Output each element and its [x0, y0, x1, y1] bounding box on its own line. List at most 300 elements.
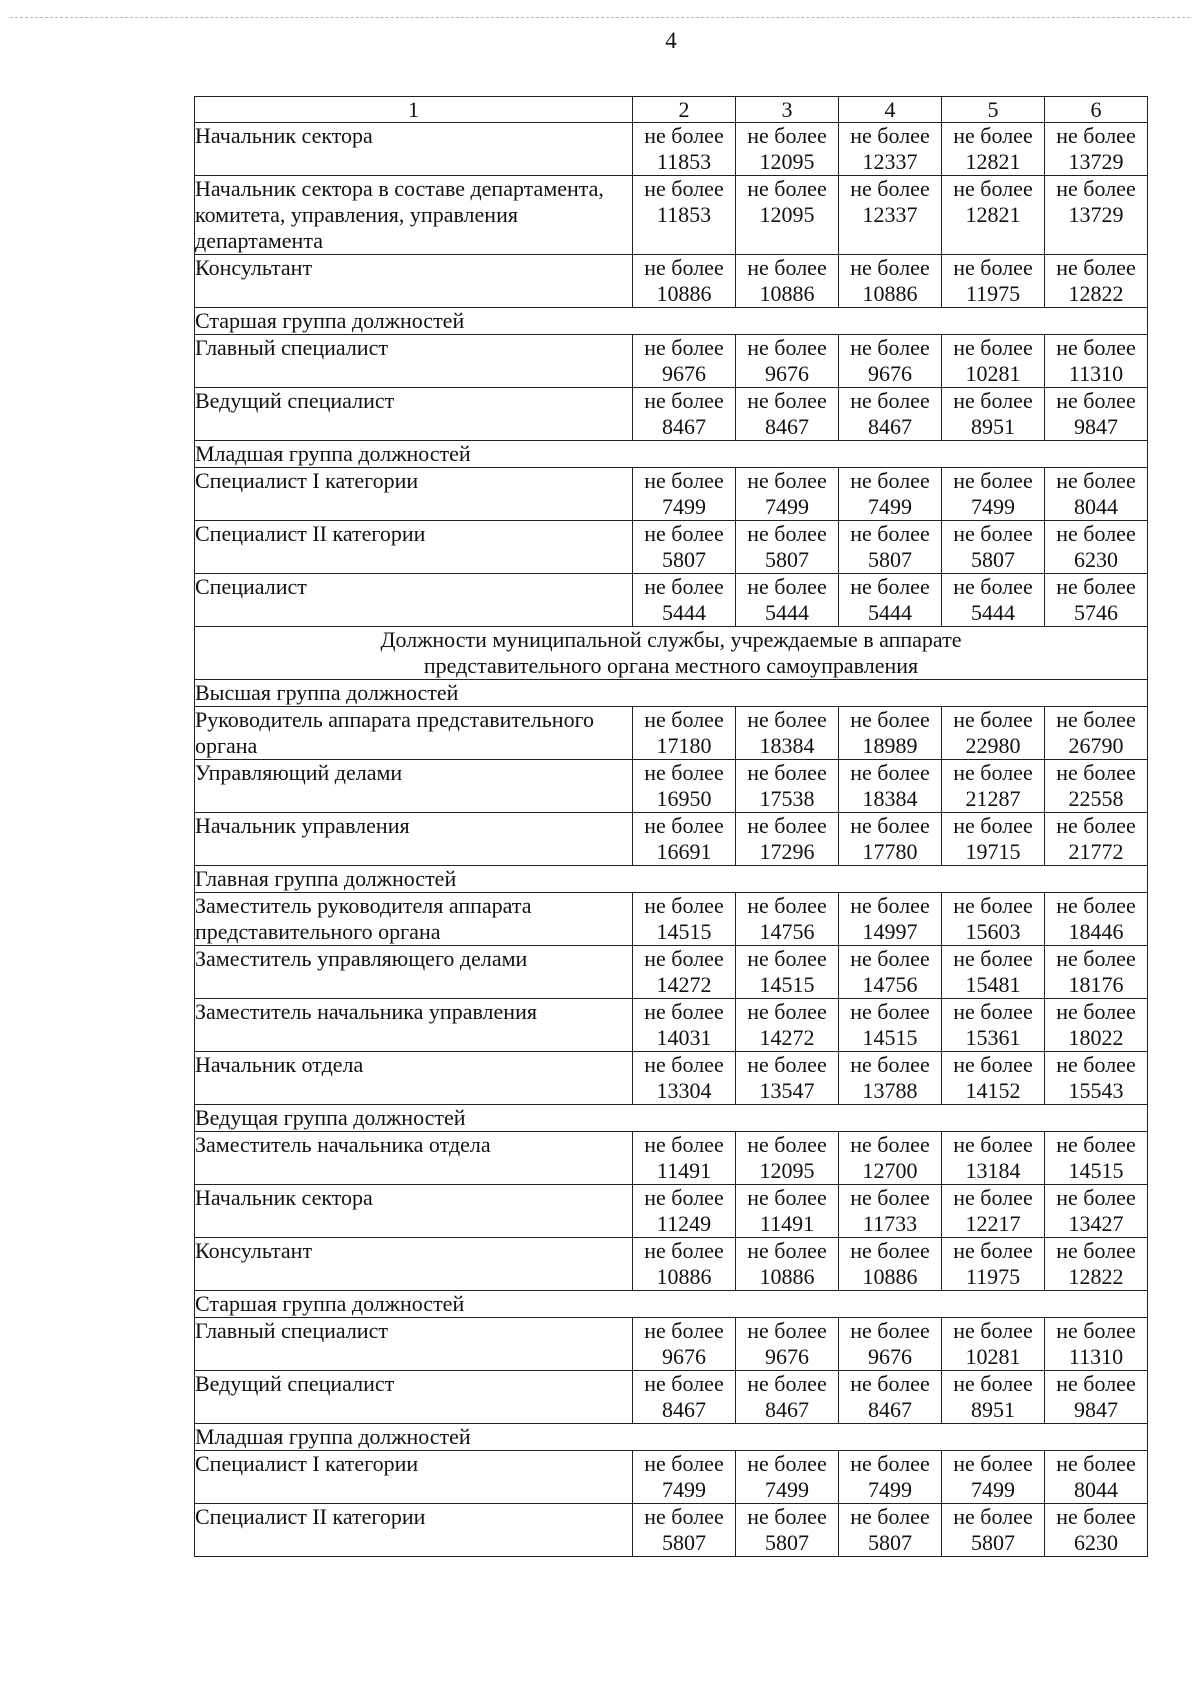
salary-prefix: не более [644, 468, 724, 493]
salary-prefix: не более [850, 388, 930, 413]
salary-value: 13729 [1068, 202, 1124, 227]
salary-value: 12821 [965, 149, 1021, 174]
position-title: Ведущий специалист [195, 1371, 633, 1424]
salary-value: 10886 [656, 1264, 712, 1289]
salary-cell [736, 707, 839, 760]
table-row [195, 760, 1148, 813]
salary-prefix: не более [644, 521, 724, 546]
salary-prefix: не более [1056, 1318, 1136, 1343]
salary-value: 6230 [1074, 1530, 1118, 1555]
salary-prefix: не более [953, 893, 1033, 918]
salary-value: 18176 [1068, 972, 1124, 997]
salary-value: 6230 [1074, 547, 1118, 572]
salary-value: 12337 [862, 149, 918, 174]
salary-value: 9676 [765, 1344, 809, 1369]
salary-prefix: не более [747, 335, 827, 360]
salary-prefix: не более [953, 1451, 1033, 1476]
salary-value: 7499 [868, 1477, 912, 1502]
position-title: Главный специалист [195, 1318, 633, 1371]
salary-value: 12217 [965, 1211, 1021, 1236]
salary-prefix: не более [850, 1132, 930, 1157]
salary-prefix: не более [953, 1238, 1033, 1263]
salary-cell [839, 813, 942, 866]
salary-cell [1045, 521, 1148, 574]
salary-cell [633, 176, 736, 255]
salary-prefix: не более [747, 1185, 827, 1210]
table-row [195, 335, 1148, 388]
salary-cell [942, 335, 1045, 388]
column-number: 5 [942, 97, 1045, 123]
salary-cell [736, 1238, 839, 1291]
salary-prefix: не более [747, 760, 827, 785]
salary-prefix: не более [747, 707, 827, 732]
salary-cell [633, 255, 736, 308]
salary-value: 8467 [662, 414, 706, 439]
position-title: Заместитель руководителя аппарата представительного органа [195, 893, 633, 946]
section-title-line: Должности муниципальной службы, учреждаемые в аппарате [380, 627, 962, 652]
table-row [195, 946, 1148, 999]
salary-cell [1045, 1318, 1148, 1371]
salary-prefix: не более [747, 468, 827, 493]
salary-cell [736, 176, 839, 255]
salary-cell [633, 468, 736, 521]
salary-value: 12337 [862, 202, 918, 227]
salary-prefix: не более [953, 760, 1033, 785]
salary-value: 8467 [662, 1397, 706, 1422]
salary-cell [736, 1318, 839, 1371]
salary-cell [839, 176, 942, 255]
salary-prefix: не более [1056, 760, 1136, 785]
group-header-row [195, 1105, 1148, 1132]
salary-value: 8467 [868, 414, 912, 439]
salary-value: 14515 [759, 972, 815, 997]
salary-value: 14756 [862, 972, 918, 997]
salary-prefix: не более [850, 813, 930, 838]
salary-value: 15603 [965, 919, 1021, 944]
salary-value: 14515 [1068, 1158, 1124, 1183]
salary-prefix: не более [1056, 1185, 1136, 1210]
salary-cell [633, 1318, 736, 1371]
salary-value: 18022 [1068, 1025, 1124, 1050]
column-number: 3 [736, 97, 839, 123]
salary-cell [839, 1052, 942, 1105]
salary-prefix: не более [1056, 1052, 1136, 1077]
salary-cell [942, 813, 1045, 866]
salary-prefix: не более [644, 123, 724, 148]
position-title: Специалист II категории [195, 1504, 633, 1557]
table-row [195, 1451, 1148, 1504]
salary-prefix: не более [747, 946, 827, 971]
salary-cell [942, 1318, 1045, 1371]
salary-prefix: не более [644, 999, 724, 1024]
salary-value: 7499 [662, 1477, 706, 1502]
salary-value: 5807 [662, 1530, 706, 1555]
salary-cell [736, 1052, 839, 1105]
section-title-line: представительного органа местного самоуправления [423, 653, 919, 678]
salary-cell [839, 999, 942, 1052]
salary-prefix: не более [850, 1318, 930, 1343]
salary-prefix: не более [850, 760, 930, 785]
salary-cell [736, 1504, 839, 1557]
salary-value: 18384 [862, 786, 918, 811]
salary-cell [736, 1371, 839, 1424]
salary-value: 17296 [759, 839, 815, 864]
salary-prefix: не более [850, 893, 930, 918]
salary-value: 22980 [965, 733, 1021, 758]
salary-cell [839, 1238, 942, 1291]
section-title [195, 627, 1148, 680]
salary-cell [633, 1185, 736, 1238]
salary-prefix: не более [644, 1185, 724, 1210]
table-row [195, 1318, 1148, 1371]
group-header-row [195, 308, 1148, 335]
salary-prefix: не более [953, 1371, 1033, 1396]
group-title: Высшая группа должностей [195, 680, 1148, 707]
table-row [195, 1238, 1148, 1291]
position-title: Заместитель управляющего делами [195, 946, 633, 999]
salary-prefix: не более [953, 946, 1033, 971]
salary-cell [633, 760, 736, 813]
salary-value: 17538 [759, 786, 815, 811]
salary-cell [839, 1504, 942, 1557]
salary-prefix: не более [644, 388, 724, 413]
salary-prefix: не более [747, 1238, 827, 1263]
table-row [195, 999, 1148, 1052]
salary-cell [942, 760, 1045, 813]
group-title: Старшая группа должностей [195, 1291, 1148, 1318]
salary-cell [942, 946, 1045, 999]
salary-cell [1045, 468, 1148, 521]
salary-cell [942, 1451, 1045, 1504]
page-number: 4 [665, 28, 677, 53]
salary-prefix: не более [953, 176, 1033, 201]
salary-value: 7499 [662, 494, 706, 519]
salary-prefix: не более [850, 255, 930, 280]
salary-prefix: не более [850, 1052, 930, 1077]
salary-value: 12095 [759, 149, 815, 174]
salary-value: 16950 [656, 786, 712, 811]
salary-value: 10886 [656, 281, 712, 306]
salary-cell [736, 999, 839, 1052]
group-header-row [195, 441, 1148, 468]
salary-cell [839, 255, 942, 308]
salary-prefix: не более [747, 176, 827, 201]
salary-prefix: не более [850, 1371, 930, 1396]
salary-cell [942, 1238, 1045, 1291]
salary-cell [633, 123, 736, 176]
salary-prefix: не более [747, 999, 827, 1024]
salary-value: 8467 [765, 414, 809, 439]
salary-prefix: не более [1056, 123, 1136, 148]
salary-value: 17780 [862, 839, 918, 864]
salary-cell [736, 813, 839, 866]
salary-prefix: не более [850, 468, 930, 493]
salary-cell [736, 893, 839, 946]
salary-value: 8467 [868, 1397, 912, 1422]
salary-cell [1045, 1238, 1148, 1291]
salary-cell [633, 388, 736, 441]
table-row [195, 468, 1148, 521]
salary-value: 5444 [868, 600, 912, 625]
group-title: Младшая группа должностей [195, 441, 1148, 468]
table-row [195, 388, 1148, 441]
salary-cell [1045, 893, 1148, 946]
position-title: Специалист II категории [195, 521, 633, 574]
salary-value: 9676 [662, 1344, 706, 1369]
salary-value: 12700 [862, 1158, 918, 1183]
salary-value: 5807 [662, 547, 706, 572]
salary-value: 9676 [868, 1344, 912, 1369]
salary-cell [736, 255, 839, 308]
salary-prefix: не более [644, 574, 724, 599]
salary-value: 18384 [759, 733, 815, 758]
group-header-row [195, 866, 1148, 893]
salary-value: 11853 [656, 202, 712, 227]
salary-cell [736, 574, 839, 627]
salary-prefix: не более [850, 946, 930, 971]
salary-value: 8467 [765, 1397, 809, 1422]
position-title: Консультант [195, 255, 633, 308]
group-header-row [195, 1291, 1148, 1318]
salary-value: 13304 [656, 1078, 712, 1103]
salary-cell [633, 813, 736, 866]
salary-cell [633, 1451, 736, 1504]
salary-cell [633, 1371, 736, 1424]
salary-prefix: не более [850, 1451, 930, 1476]
salary-value: 18989 [862, 733, 918, 758]
salary-value: 10886 [759, 281, 815, 306]
group-title: Младшая группа должностей [195, 1424, 1148, 1451]
salary-value: 5444 [971, 600, 1015, 625]
salary-value: 9676 [868, 361, 912, 386]
table-row [195, 893, 1148, 946]
group-title: Главная группа должностей [195, 866, 1148, 893]
salary-value: 9847 [1074, 414, 1118, 439]
salary-cell [633, 1504, 736, 1557]
salary-prefix: не более [1056, 388, 1136, 413]
salary-value: 5807 [765, 547, 809, 572]
position-title: Управляющий делами [195, 760, 633, 813]
salary-value: 14031 [656, 1025, 712, 1050]
salary-cell [942, 707, 1045, 760]
salary-prefix: не более [1056, 1504, 1136, 1529]
salary-cell [839, 574, 942, 627]
column-number: 1 [195, 97, 633, 123]
salary-cell [1045, 1052, 1148, 1105]
position-title: Консультант [195, 1238, 633, 1291]
salary-value: 12822 [1068, 1264, 1124, 1289]
salary-cell [633, 521, 736, 574]
position-title: Специалист [195, 574, 633, 627]
table-row [195, 1132, 1148, 1185]
salary-prefix: не более [644, 1132, 724, 1157]
salary-prefix: не более [1056, 893, 1136, 918]
group-header-row [195, 1424, 1148, 1451]
salary-cell [942, 123, 1045, 176]
salary-value: 12821 [965, 202, 1021, 227]
salary-value: 14272 [759, 1025, 815, 1050]
salary-prefix: не более [953, 468, 1033, 493]
salary-prefix: не более [1056, 335, 1136, 360]
salary-prefix: не более [1056, 176, 1136, 201]
salary-value: 7499 [765, 1477, 809, 1502]
salary-prefix: не более [953, 813, 1033, 838]
salary-value: 11975 [965, 1264, 1021, 1289]
salary-cell [839, 468, 942, 521]
salary-cell [736, 335, 839, 388]
salary-prefix: не более [644, 1318, 724, 1343]
salary-prefix: не более [953, 521, 1033, 546]
position-title: Главный специалист [195, 335, 633, 388]
salary-prefix: не более [644, 760, 724, 785]
salary-prefix: не более [953, 123, 1033, 148]
salary-prefix: не более [850, 521, 930, 546]
salary-prefix: не более [953, 335, 1033, 360]
salary-value: 13184 [965, 1158, 1021, 1183]
salary-cell [736, 1132, 839, 1185]
salary-prefix: не более [747, 893, 827, 918]
salary-prefix: не более [953, 1185, 1033, 1210]
table-body [195, 123, 1148, 1557]
salary-value: 10281 [965, 361, 1021, 386]
table-row [195, 123, 1148, 176]
salary-prefix: не более [850, 574, 930, 599]
salary-prefix: не более [644, 1504, 724, 1529]
salary-prefix: не более [1056, 946, 1136, 971]
salary-cell [839, 1318, 942, 1371]
salary-prefix: не более [747, 388, 827, 413]
group-header-row [195, 680, 1148, 707]
salary-cell [942, 1185, 1045, 1238]
salary-value: 10886 [862, 1264, 918, 1289]
table-row [195, 1185, 1148, 1238]
salary-cell [633, 999, 736, 1052]
salary-cell [633, 574, 736, 627]
salary-value: 9847 [1074, 1397, 1118, 1422]
salary-prefix: не более [850, 1238, 930, 1263]
group-title: Ведущая группа должностей [195, 1105, 1148, 1132]
salary-value: 11249 [656, 1211, 712, 1236]
salary-prefix: не более [644, 1451, 724, 1476]
salary-cell [1045, 999, 1148, 1052]
salary-value: 18446 [1068, 919, 1124, 944]
salary-prefix: не более [747, 574, 827, 599]
salary-prefix: не более [644, 893, 724, 918]
salary-prefix: не более [850, 335, 930, 360]
salary-prefix: не более [953, 999, 1033, 1024]
salary-prefix: не более [644, 1238, 724, 1263]
salary-value: 14272 [656, 972, 712, 997]
salary-value: 8044 [1074, 1477, 1118, 1502]
salary-cell [1045, 255, 1148, 308]
salary-cell [736, 1185, 839, 1238]
salary-value: 11491 [656, 1158, 712, 1183]
salary-value: 5807 [868, 1530, 912, 1555]
salary-prefix: не более [644, 1371, 724, 1396]
salary-prefix: не более [850, 707, 930, 732]
salary-cell [736, 388, 839, 441]
salary-prefix: не более [747, 521, 827, 546]
salary-value: 19715 [965, 839, 1021, 864]
salary-prefix: не более [953, 574, 1033, 599]
salary-cell [942, 1052, 1045, 1105]
position-title: Заместитель начальника отдела [195, 1132, 633, 1185]
salary-prefix: не более [644, 255, 724, 280]
salary-cell [942, 1504, 1045, 1557]
salary-prefix: не более [644, 946, 724, 971]
salary-cell [942, 1371, 1045, 1424]
salary-value: 8044 [1074, 494, 1118, 519]
table-row [195, 707, 1148, 760]
salary-prefix: не более [1056, 1132, 1136, 1157]
salary-cell [839, 1451, 942, 1504]
salary-cell [1045, 760, 1148, 813]
salary-prefix: не более [1056, 1238, 1136, 1263]
salary-prefix: не более [644, 335, 724, 360]
salary-value: 13729 [1068, 149, 1124, 174]
salary-prefix: не более [747, 1371, 827, 1396]
salary-cell [839, 893, 942, 946]
salary-cell [942, 999, 1045, 1052]
salary-value: 15481 [965, 972, 1021, 997]
salary-cell [736, 123, 839, 176]
column-number: 6 [1045, 97, 1148, 123]
salary-cell [633, 335, 736, 388]
salary-value: 13547 [759, 1078, 815, 1103]
salary-cell [1045, 1451, 1148, 1504]
salary-value: 11491 [759, 1211, 815, 1236]
salary-cell [1045, 1504, 1148, 1557]
salary-value: 9676 [662, 361, 706, 386]
salary-prefix: не более [747, 255, 827, 280]
salary-prefix: не более [747, 1504, 827, 1529]
salary-value: 11853 [656, 149, 712, 174]
salary-cell [1045, 1185, 1148, 1238]
salary-prefix: не более [644, 1052, 724, 1077]
salary-cell [1045, 1132, 1148, 1185]
salary-value: 12095 [759, 202, 815, 227]
salary-value: 5807 [971, 1530, 1015, 1555]
salary-prefix: не более [1056, 521, 1136, 546]
salary-cell [633, 1052, 736, 1105]
salary-cell [839, 760, 942, 813]
position-title: Специалист I категории [195, 1451, 633, 1504]
salary-prefix: не более [1056, 1371, 1136, 1396]
table-row [195, 1371, 1148, 1424]
salary-prefix: не более [1056, 574, 1136, 599]
salary-cell [736, 468, 839, 521]
salary-prefix: не более [747, 1451, 827, 1476]
salary-cell [633, 946, 736, 999]
salary-cell [839, 1371, 942, 1424]
salary-value: 8951 [971, 1397, 1015, 1422]
salary-prefix: не более [850, 1185, 930, 1210]
salary-prefix: не более [850, 176, 930, 201]
salary-prefix: не более [747, 123, 827, 148]
salary-cell [1045, 574, 1148, 627]
salary-value: 14515 [656, 919, 712, 944]
salary-prefix: не более [1056, 813, 1136, 838]
salary-prefix: не более [644, 176, 724, 201]
salary-value: 13427 [1068, 1211, 1124, 1236]
salary-cell [839, 335, 942, 388]
salary-cell [839, 946, 942, 999]
salary-cell [942, 176, 1045, 255]
salary-value: 5807 [868, 547, 912, 572]
salary-cell [633, 1238, 736, 1291]
salary-prefix: не более [953, 1052, 1033, 1077]
salary-prefix: не более [1056, 707, 1136, 732]
